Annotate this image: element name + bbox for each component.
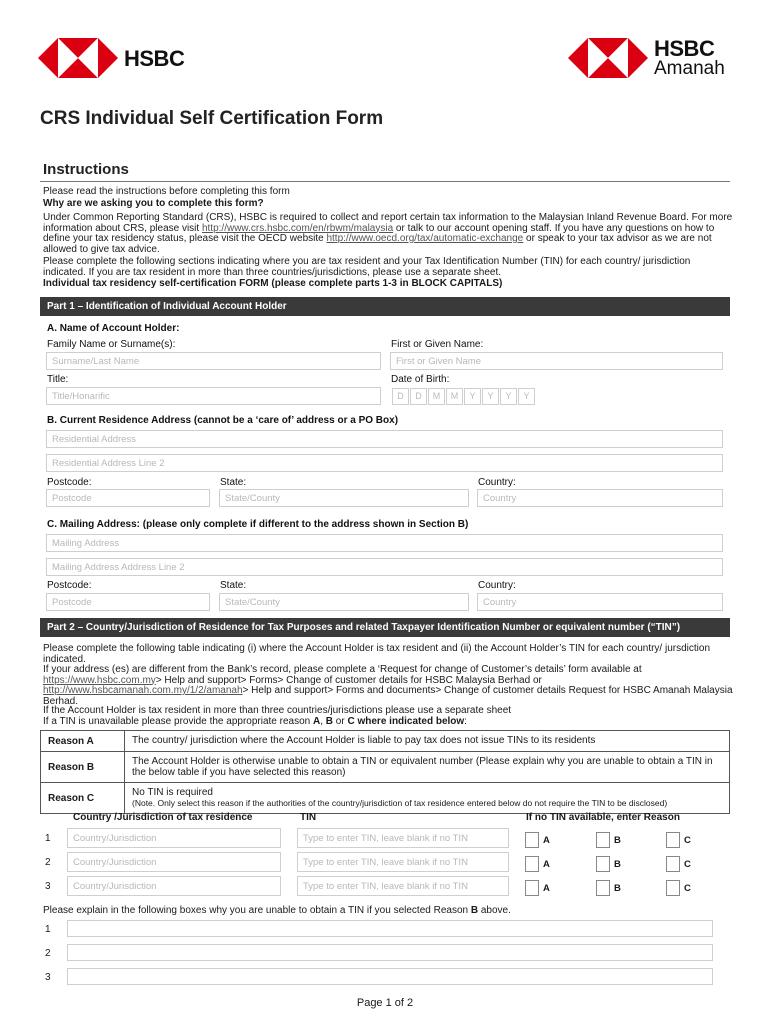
hsbc-amanah-hexagon-icon [568, 38, 648, 78]
country-jurisdiction-input[interactable] [67, 828, 281, 848]
instructions-why-question: Why are we asking you to complete this form? [43, 198, 264, 209]
mailing-country-label: Country: [478, 580, 516, 591]
col-country-header: Country /Jurisdiction of tax residence [73, 812, 253, 823]
reason-b-checkbox[interactable] [596, 856, 610, 872]
reason-row [41, 752, 730, 783]
reason-c-checkbox[interactable] [666, 832, 680, 848]
mailing-country-input[interactable] [477, 593, 723, 611]
reason-cell [125, 783, 730, 814]
dob-month-box[interactable]: M [428, 388, 445, 405]
hsbc-amanah-logo [568, 36, 738, 80]
reason-key: Reason A [41, 731, 125, 752]
crs-text-3: or speak to your tax advisor as we are not allowed to give tax advice. [43, 233, 712, 255]
explain-reason-input[interactable] [67, 944, 713, 961]
instructions-heading: Instructions [43, 161, 129, 178]
explain-text-end: above. [478, 905, 511, 916]
first-name-input[interactable] [390, 352, 723, 370]
reason-b-label: B [614, 859, 621, 870]
country-label: Country: [478, 477, 516, 488]
tin-input[interactable] [297, 852, 509, 872]
reason-instr-comma: , [320, 716, 326, 727]
reason-a-label: A [543, 883, 550, 894]
mailing-address-input[interactable] [46, 534, 723, 552]
dob-year-box[interactable]: Y [464, 388, 481, 405]
address-change-text-3: > Help and support> Forms and documents> Change of customer details Request for HSBC Amanah Malaysia Berhad. [43, 685, 733, 707]
part2-reason-instruction [43, 717, 733, 728]
part2-separate-sheet: If the Account Holder is tax resident in more than three countries/jurisdictions please use a separate sheet [43, 705, 512, 716]
mailing-state-label: State: [220, 580, 247, 591]
dob-year-box[interactable]: Y [482, 388, 499, 405]
reason-instr-b: B [325, 716, 334, 727]
explain-reason-b: B [470, 905, 479, 916]
instructions-paragraph-crs [43, 213, 733, 255]
reason-b-label: B [614, 835, 621, 846]
col-reason-header: If no TIN available, enter Reason [526, 812, 680, 823]
residential-address-line2-input[interactable] [46, 454, 723, 472]
reason-row [41, 731, 730, 752]
dob-year-box[interactable]: Y [500, 388, 517, 405]
section-c-heading: C. Mailing Address: (please only complete if different to the address shown in Section B) [47, 519, 469, 530]
reason-c-label: C [684, 859, 691, 870]
explain-number: 2 [45, 948, 51, 959]
explain-instruction [43, 906, 733, 917]
country-jurisdiction-input[interactable] [67, 876, 281, 896]
explain-reason-input[interactable] [67, 920, 713, 937]
row-number: 1 [45, 833, 51, 844]
instructions-read-first: Please read the instructions before completing this form [43, 186, 290, 197]
part1-header: Part 1 – Identification of Individual Account Holder [40, 297, 730, 316]
title-label: Title: [47, 374, 69, 385]
row-number: 2 [45, 857, 51, 868]
reason-instr-a: A [312, 716, 321, 727]
reason-c-label: C [684, 835, 691, 846]
dob-year-box[interactable]: Y [518, 388, 535, 405]
reason-text: The country/ jurisdiction where the Account Holder is liable to pay tax does not issue TINs to its residents [125, 731, 730, 752]
reason-instr-text: If a TIN is unavailable please provide the appropriate reason [43, 716, 313, 727]
row-number: 3 [45, 881, 51, 892]
reason-text: No TIN is required [132, 787, 213, 798]
state-input[interactable] [219, 489, 469, 507]
reason-row [41, 783, 730, 814]
dob-day-box[interactable]: D [410, 388, 427, 405]
reason-text: The Account Holder is otherwise unable to obtain a TIN or equivalent number (Please explain why you are unable to obtain a TIN in the below table if you have selected this reason) [125, 752, 730, 783]
reason-instr-colon: : [464, 716, 467, 727]
part2-intro: Please complete the following table indicating (i) where the Account Holder is tax resident and (ii) the Account Holder’s TIN for each country/ jursdiction indicated. [43, 643, 711, 665]
reason-key: Reason C [41, 783, 125, 814]
explain-number: 1 [45, 924, 51, 935]
form-title: CRS Individual Self Certification Form [40, 108, 384, 129]
postcode-label: Postcode: [47, 477, 92, 488]
country-input[interactable] [477, 489, 723, 507]
explain-text: Please explain in the following boxes why you are unable to obtain a TIN if you selected Reason [43, 905, 471, 916]
reason-note: (Note. Only select this reason if the authorities of the country/jurisdiction of tax residence entered below do not require the TIN to be disclosed) [132, 798, 668, 808]
dob-month-box[interactable]: M [446, 388, 463, 405]
tin-input[interactable] [297, 876, 509, 896]
reason-c-checkbox[interactable] [666, 880, 680, 896]
mailing-postcode-input[interactable] [46, 593, 210, 611]
reason-c-checkbox[interactable] [666, 856, 680, 872]
explain-reason-input[interactable] [67, 968, 713, 985]
page-number: Page 1 of 2 [356, 997, 414, 1009]
explain-number: 3 [45, 972, 51, 983]
family-name-label: Family Name or Surname(s): [47, 339, 176, 350]
tin-input[interactable] [297, 828, 509, 848]
part2-address-change [43, 665, 733, 707]
reason-a-label: A [543, 835, 550, 846]
country-jurisdiction-input[interactable] [67, 852, 281, 872]
postcode-input[interactable] [46, 489, 210, 507]
mailing-address-line2-input[interactable] [46, 558, 723, 576]
reason-instr-where: where indicated below [354, 716, 465, 727]
col-tin-header: TIN [300, 812, 317, 823]
mailing-state-input[interactable] [219, 593, 469, 611]
part2-header: Part 2 – Country/Jurisdiction of Residence for Tax Purposes and related Taxpayer Identification Number or equivalent number (“TIN”) [40, 618, 730, 637]
dob-day-box[interactable]: D [392, 388, 409, 405]
section-b-heading: B. Current Residence Address (cannot be a ‘care of’ address or a PO Box) [47, 415, 399, 426]
amanah-sub-name: Amanah [654, 58, 725, 79]
oecd-link[interactable]: http://www.oecd.org/tax/automatic-exchange [326, 233, 524, 244]
reason-b-checkbox[interactable] [596, 880, 610, 896]
reason-a-checkbox[interactable] [525, 880, 539, 896]
crs-link[interactable]: http://www.crs.hsbc.com/en/rbwm/malaysia [201, 222, 394, 234]
amanah-link[interactable]: http://www.hsbcamanah.com.my/1/2/amanah [43, 685, 243, 696]
hsbc-hexagon-icon [38, 38, 118, 78]
title-input[interactable] [46, 387, 381, 405]
reason-instr-c: C [347, 716, 355, 727]
residential-address-input[interactable] [46, 430, 723, 448]
instructions-block-capitals: Individual tax residency self-certification FORM (please complete parts 1-3 in BLOCK CAPITALS) [43, 278, 503, 289]
hsbc-logo [38, 38, 188, 78]
address-change-text-2: > Help and support> Forms> Change of customer details for HSBC Malaysia Berhad or [155, 674, 542, 686]
instructions-paragraph-complete: Please complete the following sections indicating where you are tax resident and your Tax Identification Number (TIN) for each country/ jurisdiction indicated. If you are tax resident in more than three countries/jurisdictions, please use a separate sheet. [43, 256, 691, 278]
hsbc-brand-name: HSBC [124, 46, 185, 71]
reason-b-checkbox[interactable] [596, 832, 610, 848]
reason-key: Reason B [41, 752, 125, 783]
mailing-postcode-label: Postcode: [47, 580, 92, 591]
section-a-heading: A. Name of Account Holder: [47, 323, 180, 334]
reason-c-label: C [684, 883, 691, 894]
reason-a-label: A [543, 859, 550, 870]
reason-table [40, 730, 730, 814]
address-change-text-1: If your address (es) are different from the Bank’s record, please complete a ‘Request for change of Customer’s details’ form available at [43, 664, 642, 675]
reason-a-checkbox[interactable] [525, 856, 539, 872]
instructions-divider [40, 181, 730, 182]
reason-b-label: B [614, 883, 621, 894]
reason-a-checkbox[interactable] [525, 832, 539, 848]
crs-text-1: Under Common Reporting Standard (CRS), HSBC is required to collect and report certain tax information to the Malaysian Inland Revenue Board. For more information about CRS, please visit [43, 212, 733, 234]
state-label: State: [220, 477, 247, 488]
hsbc-link[interactable]: https://www.hsbc.com.my [43, 674, 156, 686]
hsbc-amanah-brand-name: HSBC [654, 36, 715, 61]
dob-label: Date of Birth: [391, 374, 450, 385]
first-name-label: First or Given Name: [391, 339, 484, 350]
crs-text-2: or talk to our account opening staff. If you have any questions on how to define your tax residency status, please visit the OECD website [43, 222, 715, 244]
reason-instr-or: or [333, 716, 348, 727]
family-name-input[interactable] [46, 352, 381, 370]
